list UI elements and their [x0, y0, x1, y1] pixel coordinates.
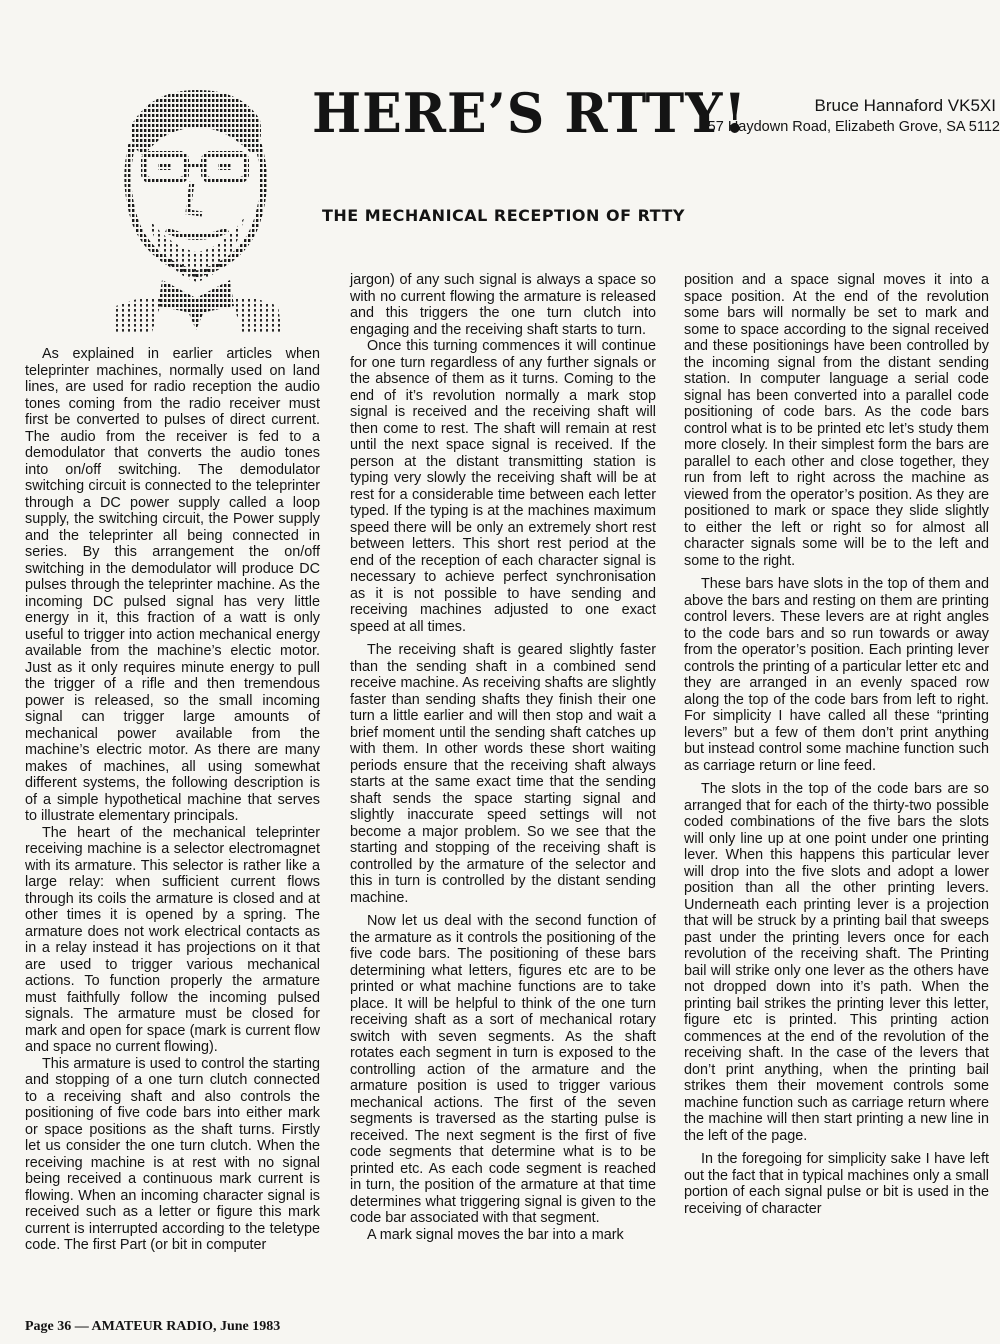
- author-address: 57 Haydown Road, Elizabeth Grove, SA 5112: [707, 119, 1000, 135]
- paragraph: A mark signal moves the bar into a mark: [367, 1226, 624, 1243]
- paragraph: jargon) of any such signal is always a space so with no current flowing the armature is released and this triggers the one turn clutch into engaging and the receiving shaft starts to turn.: [350, 272, 656, 338]
- paragraph: This armature is used to control the starting and stopping of a one turn clutch connected to a receiving shaft and also controls the positioning of five code bars into either mark or space positions as the shaft turns. Firstly let us consider the one turn clutch. When the receiving machine is at rest with no signal being received a continuous mark current is flowing. When an incoming character signal is received such as a letter or figure this mark current is interrupted according to the teletype code. The first Part (or bit in computer: [25, 1055, 320, 1253]
- paragraph: The receiving shaft is geared slightly faster than the sending shaft in a combined send receive machine. As receiving shafts are slightly faster than sending shafts they finish their one turn a little earlier and will then stop and wait a brief moment until the sending shaft catches up with them. In other words these short waiting periods ensure that the receiving shaft always starts at the same exact time that the sending shaft sends the space starting signal and slightly inaccurate speed settings will not become a major problem. So we see that the starting and stopping of the receiving shaft is controlled by the armature of the selector and this in turn is controlled by the distant sending machine.: [350, 642, 656, 906]
- article-subtitle: THE MECHANICAL RECEPTION OF RTTY: [322, 206, 685, 225]
- column-2: [350, 272, 656, 1243]
- paragraph: The heart of the mechanical teleprinter receiving machine is a selector electromagnet with its armature. This selector is rather like a large relay: when sufficient current flows through its coils the armature is closed and at other times it is opened by a spring. The armature does not work electrical contacts as in a relay instead it has projections on it that are used to trigger various mechanical actions. To function properly the armature must faithfully follow the incoming pulsed signals. The armature must be closed for mark and open for space (mark is current flow and space no current flowing).: [25, 824, 320, 1055]
- author-portrait: [92, 84, 302, 334]
- paragraph: Once this turning commences it will continue for one turn regardless of any further signals or the absence of them as it turns. Coming to the end of it’s revolution normally a mark stop signal is received and the receiving shaft will then come to rest. The shaft will remain at rest until the next space signal is received. If the person at the distant transmitting station is typing very slowly the receiving shaft will be at rest for a considerable time between each letter typed. If the typing is at the machines maximum speed there will be only an extremely short rest between letters. This short rest period at the end of the reception of each character signal is necessary to achieve perfect synchronisation as it is not possible to have sending and receiving machines adjusted to one exact speed at all times.: [350, 338, 656, 635]
- byline: [700, 96, 1000, 135]
- paragraph: The slots in the top of the code bars are so arranged that for each of the thirty-two possible coded combinations of the five bars the slots will only line up at one point under one printing lever. When this happens this particular lever will drop into the five slots and adopt a lower position than all the other printing levers. Underneath each printing lever is a projection that will be struck by a printing bail that sweeps past under the printing levers once for each revolution of the receiving shaft. The Printing bail will strike only one lever as the others have not dropped down into it’s path. When the printing bail strikes the printing lever this letter, figure etc is printed. This printing action commences at the end of the revolution of the receiving shaft. In the case of the levers that don’t print anything, when the printing bail strikes them their movement controls some machine function such as carriage return where the machine will then start printing a new line in the left of the page.: [684, 781, 989, 1144]
- column-1: [25, 346, 320, 1254]
- article-title: HERE’S RTTY!: [312, 81, 748, 146]
- column-3: [684, 272, 989, 1217]
- paragraph: As explained in earlier articles when teleprinter machines, normally used on land lines, are used for radio reception the audio tones coming from the radio receiver must first be converted to pulses of direct current. The audio from the receiver is fed to a demodulator that converts the audio tones into on/off switching. The demodulator switching circuit is connected to the teleprinter through a DC power supply called a loop supply, the switching circuit, the Power supply and the teleprinter all being connected in series. By this arrangement the on/off switching in the demodulator will produce DC pulses through the teleprinter machine. As the incoming DC pulsed signal has very little energy in it, this fraction of a watt is only useful to trigger into action mechanical energy available from the machine’s electic motor. Just as it only requires minute energy to pull the trigger of a rifle and then tremendous power is released, so the small incoming signal can trigger large amounts of mechanical power available from the machine’s electric motor. As there are many makes of machines, all using somewhat different systems, the following description is of a simple hypothetical machine that serves to illustrate elementary principals.: [25, 346, 320, 824]
- paragraph: position and a space signal moves it into a space position. At the end of the revolution some bars will normally be set to mark and some to space according to the signal received and these positionings have been controlled by the incoming signal from the distant sending station. In computer language a serial code signal has been converted into a parallel code positioning of code bars. As the code bars control what is to be printed etc let’s study them more closely. In their simplest form the bars are parallel to each other and close together, they run from left to right across the machine as viewed from the operator’s position. As they are positioned to mark or space they slide slightly to either the left or right so for almost all character signals some will be to the left and some to the right.: [684, 272, 989, 569]
- paragraph: Now let us deal with the second function of the armature as it controls the positioning of the five code bars. The positioning of these bars determining what letters, figures etc are to be printed or what machine functions are to take place. It will be helpful to think of the one turn receiving shaft as a sort of mechanical rotary switch with seven segments. As the shaft rotates each segment in turn is exposed to the controlling action of the armature and the armature position is used to trigger various mechanical actions. The first of the seven segments is traversed as the starting pulse is received. The next segment is the first of five code segments that determine what is to be printed etc. As each code segment is reached in turn, the position of the armature at that time determines what triggering signal is given to the code bar associated with that segment.: [350, 913, 656, 1226]
- paragraph: These bars have slots in the top of them and above the bars and resting on them are printing control levers. These levers are at right angles to the code bars and so run towards or away from the operator’s position. Each printing lever controls the printing of a particular letter etc and they are arranged in an evenly spaced row along the top of the code bars from left to right. For simplicity I have called all these “printing levers” but a few of them don’t print anything but instead control some machine function such as carriage return or line feed.: [684, 576, 989, 774]
- paragraph: In the foregoing for simplicity sake I have left out the fact that in typical machines only a small portion of each signal pulse or bit is used in the receiving of character: [684, 1151, 989, 1217]
- page-footer: Page 36 — AMATEUR RADIO, June 1983: [25, 1319, 281, 1334]
- author-name: Bruce Hannaford VK5XI: [814, 96, 996, 115]
